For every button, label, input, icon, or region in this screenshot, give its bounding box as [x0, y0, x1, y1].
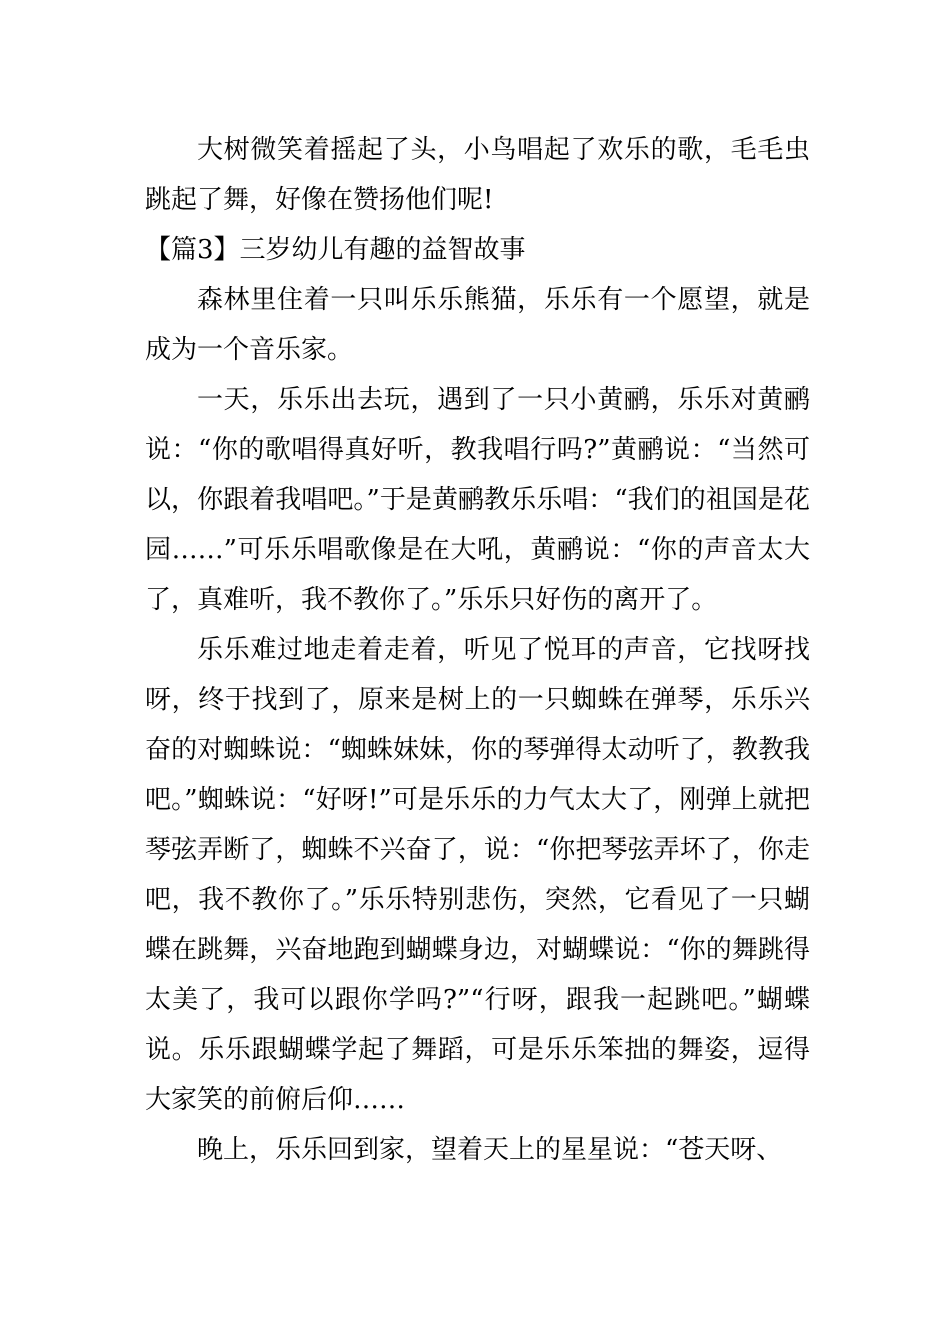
paragraph-1: 大树微笑着摇起了头，小鸟唱起了欢乐的歌，毛毛虫跳起了舞，好像在赞扬他们呢! — [145, 135, 810, 215]
section-heading: 【篇3】三岁幼儿有趣的益智故事 — [145, 235, 526, 265]
paragraph-3: 一天，乐乐出去玩，遇到了一只小黄鹂，乐乐对黄鹂说：“你的歌唱得真好听，教我唱行吗?”黄鹂说：“当然可以，你跟着我唱吧。”于是黄鹂教乐乐唱：“我们的祖国是花园……”可乐乐唱歌像是在大吼，黄鹂说：“你的声音太大了，真难听，我不教你了。”乐乐只好伤的离开了。 — [145, 385, 810, 615]
paragraph-5: 晚上，乐乐回到家，望着天上的星星说：“苍天呀、 — [197, 1135, 783, 1165]
document-page — [145, 125, 810, 1175]
paragraph-4: 乐乐难过地走着走着，听见了悦耳的声音，它找呀找呀，终于找到了，原来是树上的一只蜘蛛在弹琴，乐乐兴奋的对蜘蛛说：“蜘蛛妹妹，你的琴弹得太动听了，教教我吧。”蜘蛛说：“好呀!”可是乐乐的力气太大了，刚弹上就把琴弦弄断了，蜘蛛不兴奋了，说：“你把琴弦弄坏了，你走吧，我不教你了。”乐乐特别悲伤，突然，它看见了一只蝴蝶在跳舞，兴奋地跑到蝴蝶身边，对蝴蝶说：“你的舞跳得太美了，我可以跟你学吗?”“行呀，跟我一起跳吧。”蝴蝶说。乐乐跟蝴蝶学起了舞蹈，可是乐乐笨拙的舞姿，逗得大家笑的前俯后仰…… — [145, 635, 810, 1115]
paragraph-2: 森林里住着一只叫乐乐熊猫，乐乐有一个愿望，就是成为一个音乐家。 — [145, 285, 810, 365]
